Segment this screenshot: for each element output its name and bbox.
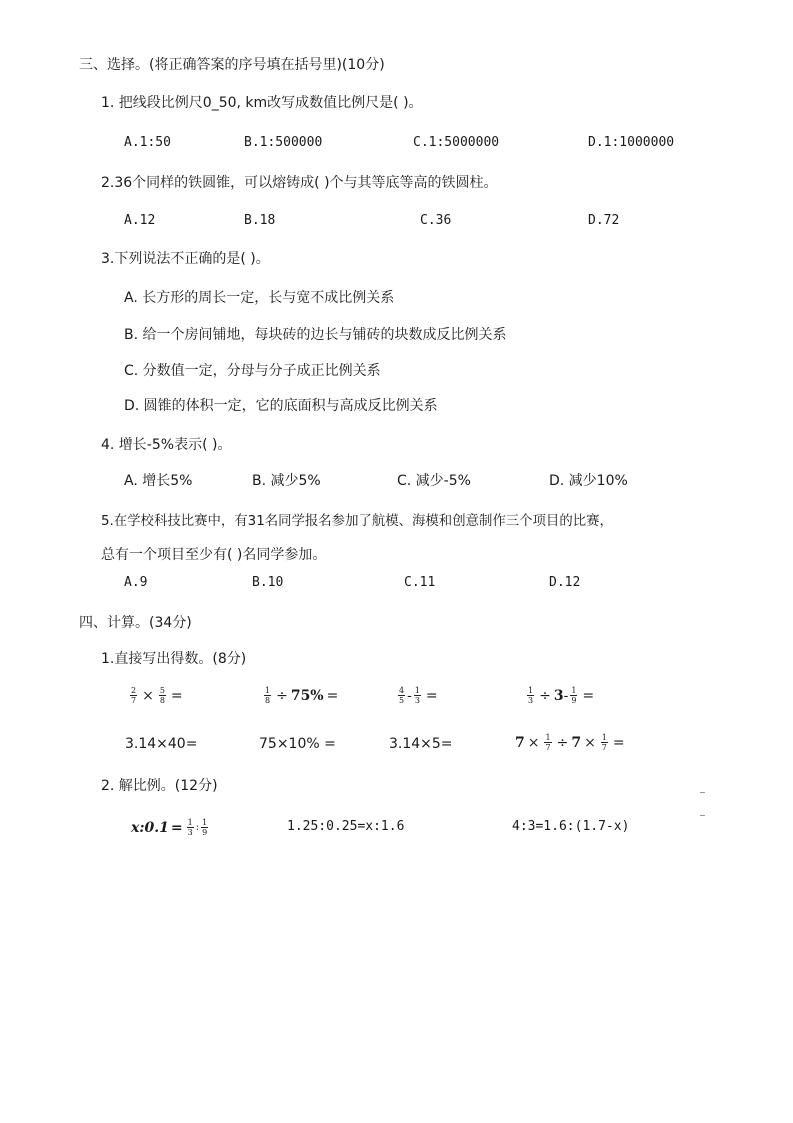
q3-option-c: C. 分数值一定，分母与分子成正比例关系 [124,363,381,379]
calc-7: 3.14×5= [389,736,453,752]
q3-option-b: B. 给一个房间铺地，每块砖的边长与铺砖的块数成反比例关系 [124,327,507,343]
calc-2 [262,686,341,705]
q1-option-a: A.1:50 [124,135,171,150]
fraction [570,686,577,705]
proportion-2: 1.25:0.25=x:1.6 [287,819,405,834]
calc-3 [396,686,441,705]
equals-sign: = [326,687,339,704]
operand: 7 [571,734,582,751]
q4-stem: 4. 增长-5%表示( )。 [101,437,232,453]
fraction [159,686,166,705]
fraction [527,686,534,705]
margin-mark [700,815,705,816]
equals-sign: = [425,687,438,704]
numerator: 2 [131,686,137,695]
q4-option-c: C. 减少-5% [397,473,471,489]
q5-option-a: A.9 [124,575,148,590]
numerator: 1 [202,818,208,827]
fraction [130,686,137,705]
operand: 3 [553,687,564,704]
operator: ÷ [556,734,569,751]
q2-option-b: B.18 [244,213,276,228]
operand: 75% [290,687,324,704]
equals-sign: = [170,819,183,836]
calc-5: 3.14×40= [125,736,198,752]
q1-option-b: B.1:500000 [244,135,323,150]
proportion-3: 4:3=1.6:(1.7-x) [512,819,630,834]
numerator: 1 [528,686,534,695]
q2-stem: 2.36个同样的铁圆锥，可以熔铸成( )个与其等底等高的铁圆柱。 [101,175,498,191]
q5-stem-line1: 5.在学校科技比赛中，有31名同学报名参加了航模、海模和创意制作三个项目的比赛， [101,514,613,529]
q2-option-c: C.36 [420,213,452,228]
denominator: 3 [528,696,534,705]
calc-6: 75×10% = [259,736,336,752]
q4-option-b: B. 减少5% [252,473,321,489]
denominator: 9 [202,828,208,837]
operator: ÷ [539,687,551,704]
equals-sign: = [582,687,595,704]
denominator: 7 [131,696,137,705]
operator: ÷ [276,687,288,704]
q2-option-d: D.72 [588,213,620,228]
q4-option-d: D. 减少10% [549,473,628,489]
q5-option-b: B.10 [252,575,284,590]
margin-mark [700,792,705,793]
denominator: 7 [545,743,551,752]
section4-title: 四、计算。(34分) [79,615,192,631]
operand: 7 [515,734,525,751]
q5-option-c: C.11 [404,575,436,590]
ratio-colon: : [195,821,200,833]
numerator: 1 [265,686,271,695]
q1-option-d: D.1:1000000 [588,135,675,150]
fraction [414,686,421,705]
q3-option-d: D. 圆锥的体积一定，它的底面积与高成反比例关系 [124,398,438,414]
part1-title: 1.直接写出得数。(8分) [101,651,247,667]
operator: - [407,687,412,704]
numerator: 4 [399,686,405,695]
fraction [544,733,551,752]
section3-title: 三、选择。(将正确答案的序号填在括号里)(10分) [79,57,385,73]
numerator: 1 [187,818,193,827]
numerator: 1 [414,686,420,695]
operator: × [527,734,540,751]
fraction [201,818,208,837]
numerator: 5 [159,686,165,695]
fraction [398,686,405,705]
fraction [187,818,194,837]
denominator: 5 [399,696,405,705]
denominator: 8 [265,696,271,705]
fraction [601,733,608,752]
equals-sign: = [170,687,183,704]
operator: × [584,734,596,751]
calc-1 [128,686,186,705]
q2-option-a: A.12 [124,213,156,228]
denominator: 8 [159,696,165,705]
operator: - [563,687,569,704]
proportion-1 [131,818,210,837]
equals-sign: = [612,734,625,751]
denominator: 3 [187,828,193,837]
numerator: 1 [571,686,577,695]
calc-4 [525,686,597,705]
calc-8 [515,733,628,752]
q5-stem-line2: 总有一个项目至少有( )名同学参加。 [101,547,327,563]
fraction [264,686,271,705]
operator: × [142,687,154,704]
denominator: 7 [601,743,607,752]
lhs: x:0.1 [131,819,169,836]
q1-option-c: C.1:5000000 [413,135,500,150]
q3-stem: 3.下列说法不正确的是( )。 [101,251,270,267]
q3-option-a: A. 长方形的周长一定，长与宽不成比例关系 [124,290,395,306]
denominator: 3 [414,696,420,705]
q5-option-d: D.12 [549,575,581,590]
numerator: 1 [545,733,551,742]
denominator: 9 [571,696,577,705]
numerator: 1 [601,733,607,742]
q4-option-a: A. 增长5% [124,473,193,489]
q1-stem: 1. 把线段比例尺0_50, km改写成数值比例尺是( )。 [101,95,423,111]
part2-title: 2. 解比例。(12分) [101,778,218,794]
